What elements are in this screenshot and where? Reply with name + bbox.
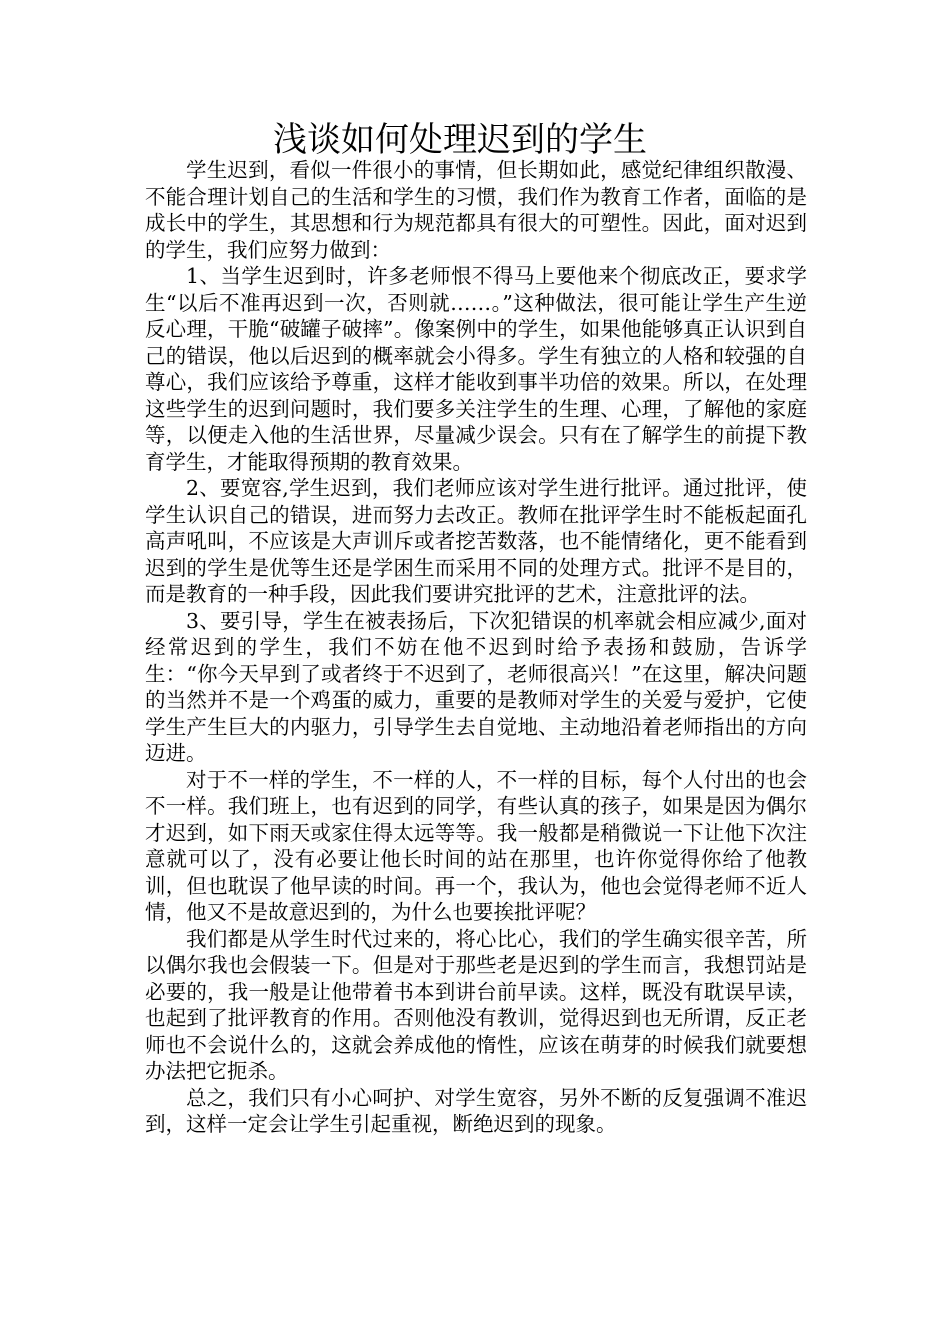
paragraph-point-3: 3、要引导，学生在被表扬后，下次犯错误的机率就会相应减少,面对经常迟到的学生，我们不妨在他不迟到时给予表扬和鼓励，告诉学生：“你今天早到了或者终于不迟到了，老师很高兴！”在这里，解决问题的当然并不是一个鸡蛋的威力，重要的是教师对学生的关爱与爱护，它使学生产生巨大的内驱力，引导学生去自觉地、主动地沿着老师指出的方向迈进。 bbox=[145, 608, 807, 765]
document-body bbox=[145, 157, 807, 1138]
paragraph-experience: 对于不一样的学生，不一样的人，不一样的目标，每个人付出的也会不一样。我们班上，也有迟到的同学，有些认真的孩子，如果是因为偶尔才迟到，如下雨天或家住得太远等等。我一般都是稍微说一下让他下次注意就可以了，没有必要让他长时间的站在那里，也许你觉得你给了他教训，但也耽误了他早读的时间。再一个，我认为，他也会觉得老师不近人情，他又不是故意迟到的，为什么也要挨批评呢？ bbox=[145, 767, 807, 924]
paragraph-point-1: 1、当学生迟到时，许多老师恨不得马上要他来个彻底改正，要求学生“以后不准再迟到一次，否则就……。”这种做法，很可能让学生产生逆反心理，干脆“破罐子破摔”。像案例中的学生，如果他能够真正认识到自己的错误，他以后迟到的概率就会小得多。学生有独立的人格和较强的自尊心，我们应该给予尊重，这样才能收到事半功倍的效果。所以，在处理这些学生的迟到问题时，我们要多关注学生的生理、心理，了解他的家庭等，以便走入他的生活世界，尽量减少误会。只有在了解学生的前提下教育学生，才能取得预期的教育效果。 bbox=[145, 264, 807, 474]
document-title: 浅谈如何处理迟到的学生 bbox=[273, 120, 647, 160]
paragraph-intro: 学生迟到，看似一件很小的事情，但长期如此，感觉纪律组织散漫、不能合理计划自己的生活和学生的习惯，我们作为教育工作者，面临的是成长中的学生，其思想和行为规范都具有很大的可塑性。因此，面对迟到的学生，我们应努力做到： bbox=[145, 158, 807, 262]
paragraph-empathy: 我们都是从学生时代过来的，将心比心，我们的学生确实很辛苦，所以偶尔我也会假装一下。但是对于那些老是迟到的学生而言，我想罚站是必要的，我一般是让他带着书本到讲台前早读。这样，既没有耽误早读，也起到了批评教育的作用。否则他没有教训，觉得迟到也无所谓，反正老师也不会说什么的，这就会养成他的惰性，应该在萌芽的时候我们就要想办法把它扼杀。 bbox=[145, 926, 807, 1083]
paragraph-point-2: 2、要宽容,学生迟到，我们老师应该对学生进行批评。通过批评，使学生认识自己的错误，进而努力去改正。教师在批评学生时不能板起面孔高声吼叫，不应该是大声训斥或者挖苦数落，也不能情绪化，更不能看到迟到的学生是优等生还是学困生而采用不同的处理方式。批评不是目的，而是教育的一种手段，因此我们要讲究批评的艺术，注意批评的法。 bbox=[145, 476, 807, 606]
paragraph-conclusion: 总之，我们只有小心呵护、对学生宽容，另外不断的反复强调不准迟到，这样一定会让学生引起重视，断绝迟到的现象。 bbox=[145, 1085, 807, 1136]
